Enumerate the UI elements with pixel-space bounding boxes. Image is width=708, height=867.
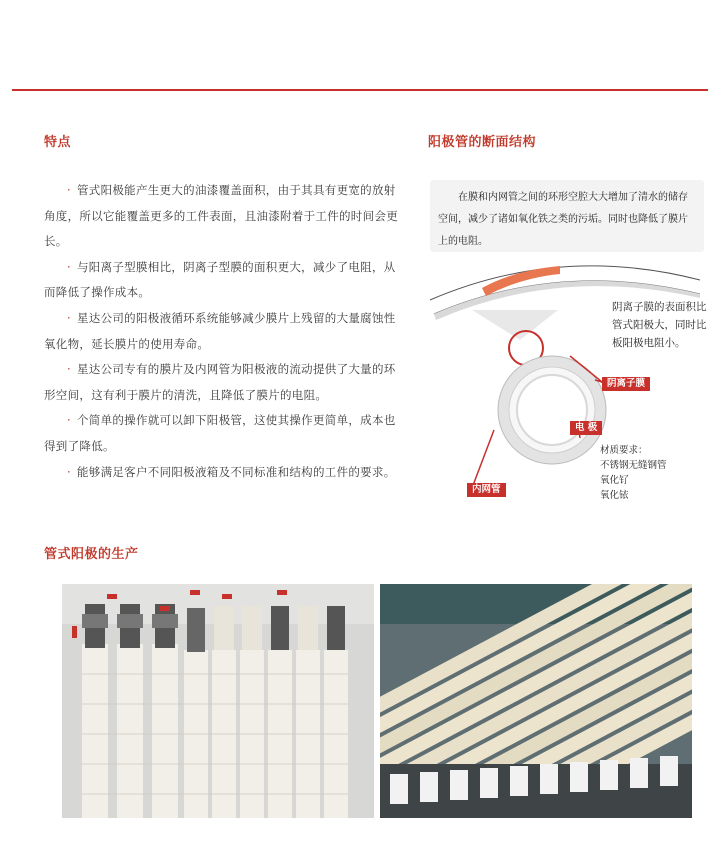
feature-item: · 与阳离子型膜相比，阴离子型膜的面积更大，减少了电阻，从而降低了操作成本。 (44, 259, 396, 300)
tag-inner-mesh: 内网管 (467, 483, 506, 497)
tag-electrode: 电 极 (570, 421, 602, 435)
production-photo-tube-stock (380, 584, 692, 818)
material-item: 不锈钢无缝钢管 (600, 460, 667, 471)
tag-anion-membrane: 阴离子膜 (602, 377, 650, 391)
structure-heading: 阳极管的断面结构 (428, 135, 537, 150)
structure-note: 在膜和内网管之间的环形空腔大大增加了清水的储存空间，减少了诸如氧化铁之类的污垢。同时也降低了膜片上的电阻。 (438, 192, 688, 247)
features-list (44, 178, 406, 485)
header-divider (12, 89, 708, 91)
features-heading: 特点 (44, 135, 72, 150)
material-title: 材质要求： (600, 445, 648, 456)
production-photo-assembled-anodes (62, 584, 374, 818)
production-heading: 管式阳极的生产 (44, 547, 139, 562)
material-item: 氧化铱 (600, 490, 629, 501)
feature-item: · 能够满足客户不同阳极液箱及不同标准和结构的工件的要求。 (67, 464, 396, 479)
material-item: 氧化钌 (600, 475, 629, 486)
material-requirements (600, 443, 667, 503)
feature-item: · 管式阳极能产生更大的油漆覆盖面积，由于其具有更宽的放射角度，所以它能覆盖更多的工件表面，且油漆附着于工件的时间会更长。 (44, 183, 398, 249)
feature-item: · 星达公司专有的膜片及内网管为阳极液的流动提供了大量的环形空间，这有利于膜片的清洗，且降低了膜片的电阻。 (44, 362, 396, 402)
feature-item: · 个简单的操作就可以卸下阳极管，这使其操作更简单，成本也得到了降低。 (44, 413, 396, 453)
feature-item: · 星达公司的阳极液循环系统能够减少膜片上残留的大量腐蚀性氧化物，延长膜片的使用寿命。 (44, 310, 396, 351)
structure-note-box (430, 180, 704, 252)
membrane-side-note: 阴离子膜的表面积比管式阳极大，同时比板阳极电阻小。 (612, 301, 707, 349)
